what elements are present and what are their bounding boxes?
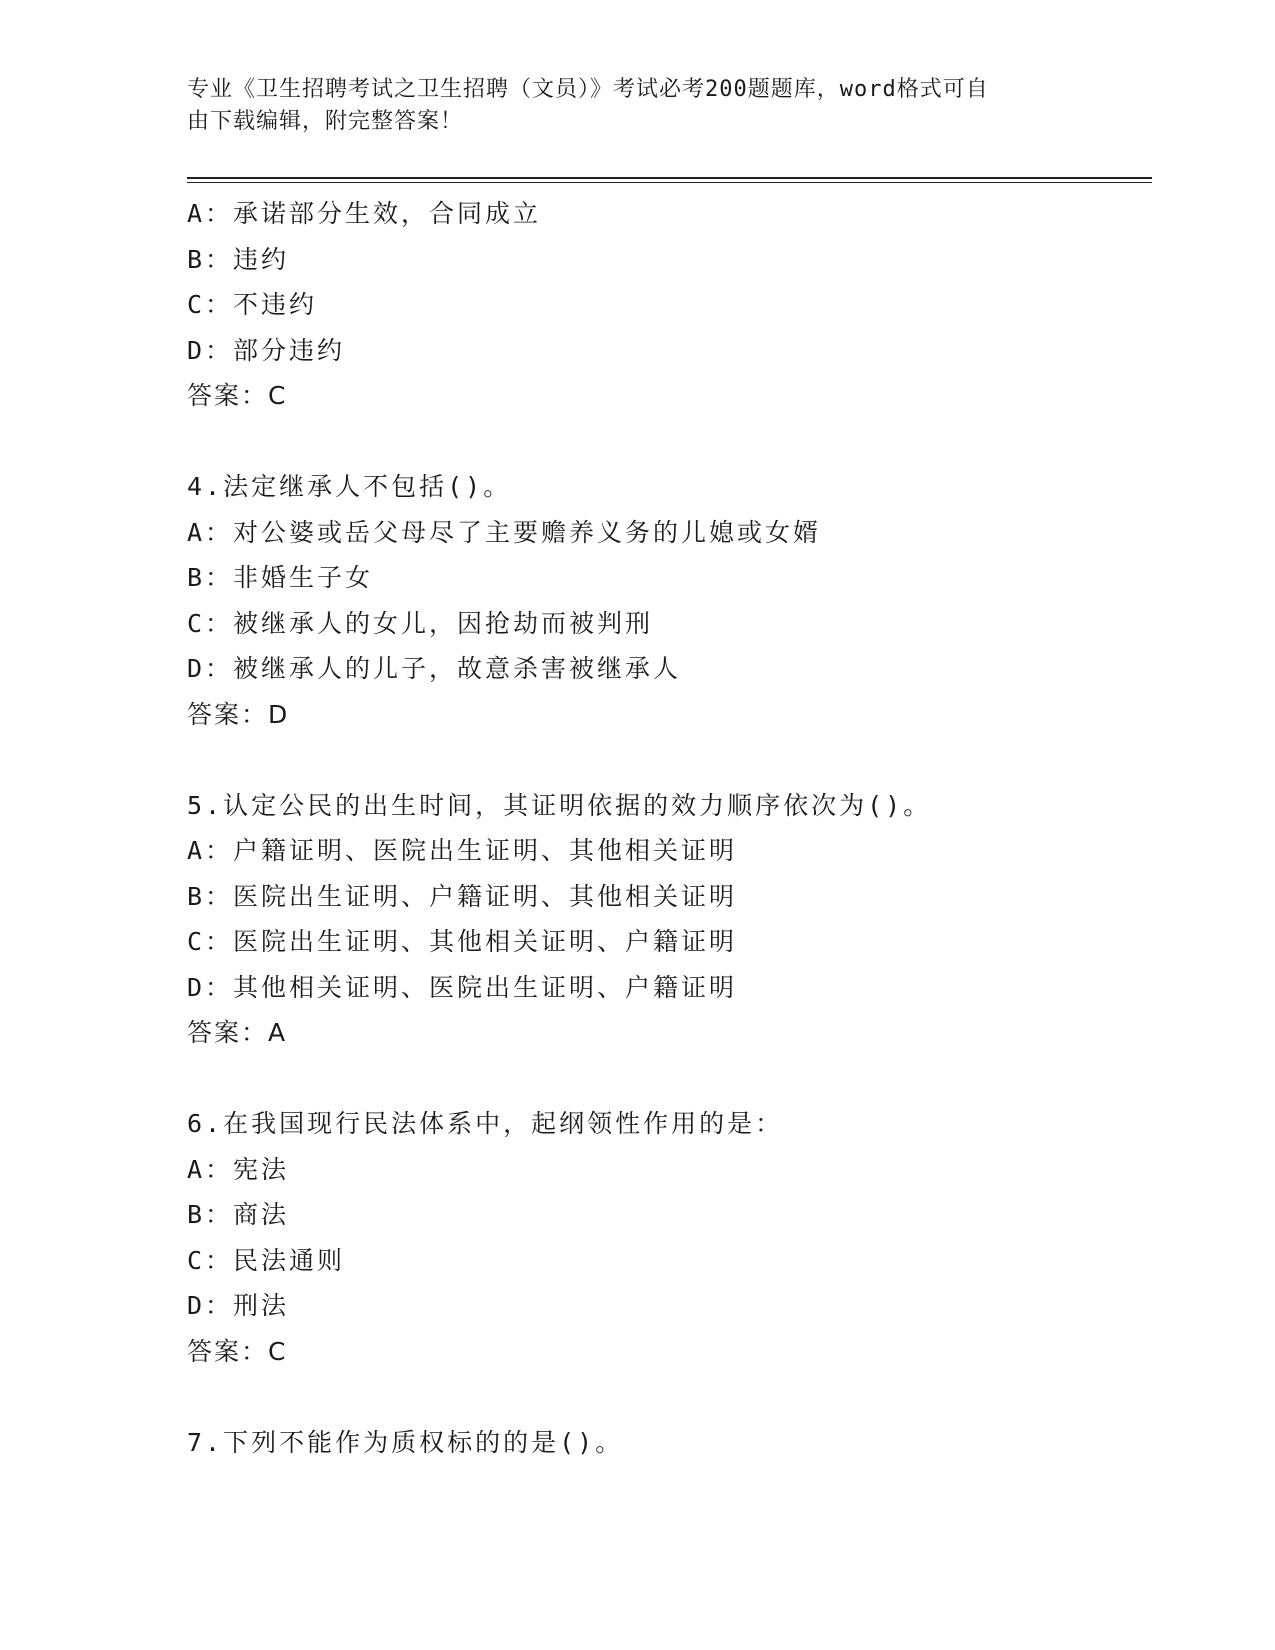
answer: 答案：A	[187, 1018, 288, 1047]
option-a: A：对公婆或岳父母尽了主要赡养义务的儿媳或女婿	[187, 517, 822, 547]
option-d: D：被继承人的儿子，故意杀害被继承人	[187, 654, 682, 683]
header-rule-thin	[187, 182, 1152, 183]
question-text: 7.下列不能作为质权标的的是()。	[187, 1427, 624, 1457]
answer: 答案：D	[187, 699, 290, 729]
option-c: C：医院出生证明、其他相关证明、户籍证明	[187, 927, 738, 956]
question-7	[187, 1420, 1167, 1466]
option-d: D：部分违约	[187, 335, 346, 365]
answer: 答案：C	[187, 381, 288, 410]
header-rule-thick	[187, 177, 1152, 179]
option-d: D：其他相关证明、医院出生证明、户籍证明	[187, 972, 738, 1002]
option-b: B：非婚生子女	[187, 563, 374, 592]
question-text: 5.认定公民的出生时间，其证明依据的效力顺序依次为()。	[187, 790, 932, 820]
option-c: C：被继承人的女儿，因抢劫而被判刑	[187, 608, 654, 638]
question-3	[187, 191, 1167, 419]
option-d: D：刑法	[187, 1291, 290, 1320]
header-line-1: 专业《卫生招聘考试之卫生招聘（文员）》考试必考200题题库，word格式可自	[187, 77, 989, 102]
answer: 答案：C	[187, 1336, 288, 1366]
option-b: B：商法	[187, 1200, 290, 1229]
option-a: A：户籍证明、医院出生证明、其他相关证明	[187, 836, 738, 865]
question-5	[187, 783, 1167, 1056]
header-line-2: 由下载编辑，附完整答案！	[187, 109, 464, 134]
question-6	[187, 1101, 1167, 1374]
option-b: B：违约	[187, 244, 290, 274]
document-header	[187, 74, 1067, 138]
option-a: A：宪法	[187, 1154, 290, 1184]
question-text: 4.法定继承人不包括()。	[187, 472, 512, 501]
option-a: A：承诺部分生效，合同成立	[187, 199, 542, 228]
option-c: C：民法通则	[187, 1245, 346, 1275]
option-c: C：不违约	[187, 290, 318, 319]
question-text: 6.在我国现行民法体系中，起纲领性作用的是：	[187, 1109, 784, 1138]
question-4	[187, 464, 1167, 737]
question-list	[187, 191, 1167, 1465]
option-b: B：医院出生证明、户籍证明、其他相关证明	[187, 881, 738, 911]
